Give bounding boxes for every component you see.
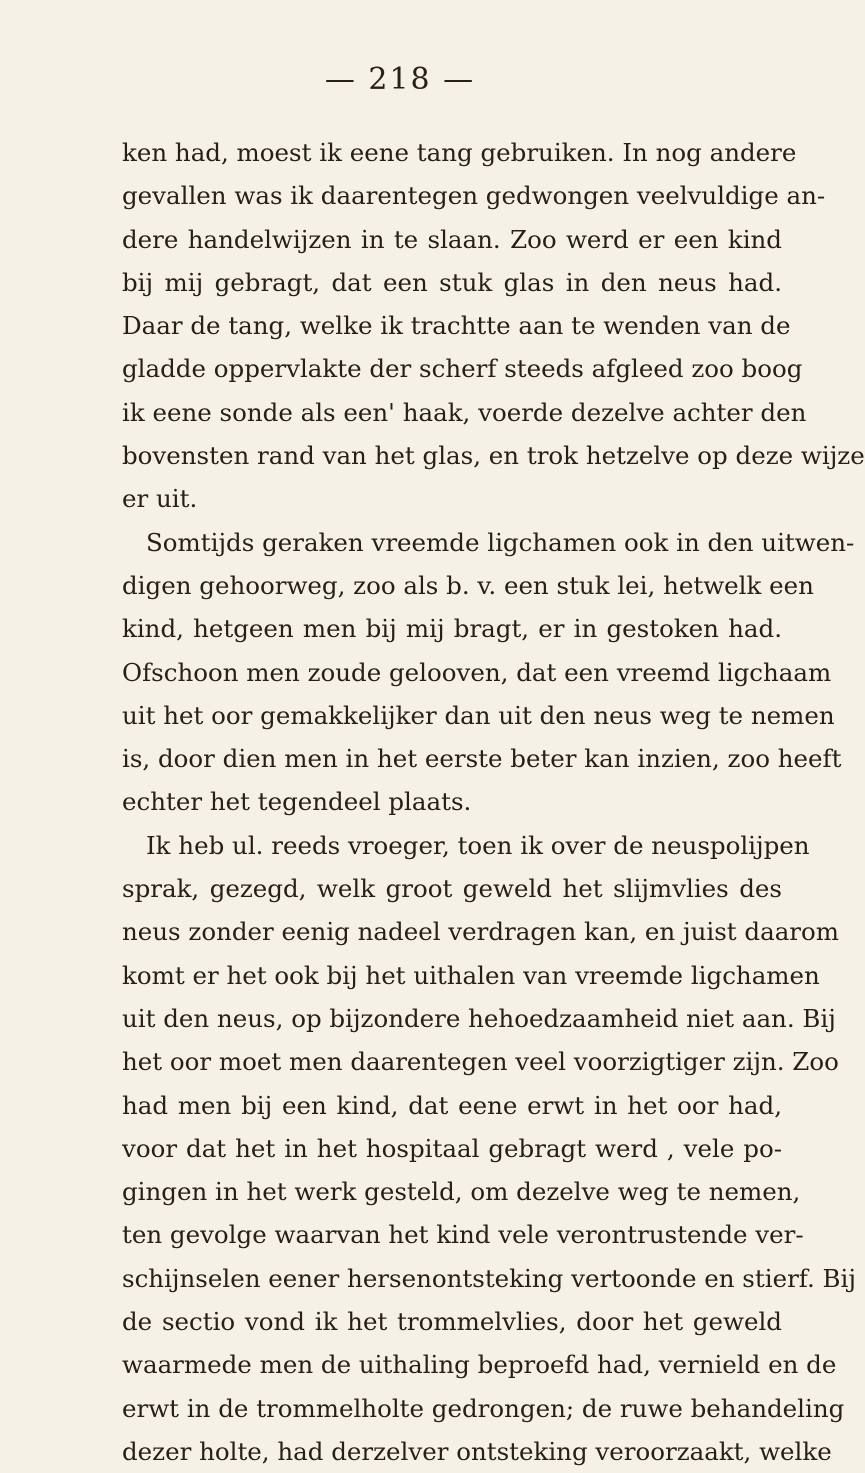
text-line: waarmede men de uithaling beproefd had, vernield en de	[122, 1350, 837, 1380]
text-line: dere handelwijzen in te slaan. Zoo werd er een kind	[122, 224, 782, 254]
text-line: gevallen was ik daarentegen gedwongen veelvuldige an-	[122, 181, 826, 211]
text-line: echter het tegendeel plaats.	[122, 787, 472, 817]
text-line: had men bij een kind, dat eene erwt in het oor had,	[122, 1090, 782, 1120]
text-line: uit den neus, op bijzondere hehoedzaamheid niet aan. Bij	[122, 1003, 836, 1033]
text-line: de sectio vond ik het trommelvlies, door het geweld	[122, 1307, 782, 1337]
text-line: schijnselen eener hersenontsteking vertoonde en stierf. Bij	[122, 1263, 856, 1293]
text-line: Somtijds geraken vreemde ligchamen ook in den uitwen-	[146, 527, 855, 557]
text-line: ten gevolge waarvan het kind vele verontrustende ver-	[122, 1220, 804, 1250]
text-line: Ofschoon men zoude gelooven, dat een vreemd ligchaam	[122, 657, 832, 687]
text-line: neus zonder eenig nadeel verdragen kan, en juist daarom	[122, 917, 839, 947]
text-line: gladde oppervlakte der scherf steeds afgleed zoo boog	[122, 354, 803, 384]
text-line: er uit.	[122, 484, 198, 514]
text-line: gingen in het werk gesteld, om dezelve weg te nemen,	[122, 1177, 801, 1207]
text-line: digen gehoorweg, zoo als b. v. een stuk lei, hetwelk een	[122, 570, 814, 600]
body-text	[122, 131, 865, 1473]
text-line: ik eene sonde als een' haak, voerde dezelve achter den	[122, 397, 807, 427]
text-line: Daar de tang, welke ik trachtte aan te wenden van de	[122, 311, 791, 341]
text-line: bovensten rand van het glas, en trok hetzelve op deze wijze	[122, 441, 865, 471]
page-number: — 218 —	[324, 62, 476, 97]
text-line: kind, hetgeen men bij mij bragt, er in gestoken had.	[122, 614, 782, 644]
text-line: dezer holte, had derzelver ontsteking veroorzaakt, welke	[122, 1436, 832, 1466]
text-line: uit het oor gemakkelijker dan uit den neus weg te nemen	[122, 700, 835, 730]
text-line: ken had, moest ik eene tang gebruiken. In nog andere	[122, 138, 797, 167]
text-line: komt er het ook bij het uithalen van vreemde ligchamen	[122, 960, 820, 990]
text-line: erwt in de trommelholte gedrongen; de ruwe behandeling	[122, 1393, 845, 1423]
text-line: Ik heb ul. reeds vroeger, toen ik over de neuspolijpen	[146, 830, 810, 860]
text-line: is, door dien men in het eerste beter kan inzien, zoo heeft	[122, 744, 842, 774]
text-line: sprak, gezegd, welk groot geweld het slijmvlies des	[122, 874, 782, 904]
text-line: het oor moet men daarentegen veel voorzigtiger zijn. Zoo	[122, 1047, 839, 1077]
text-line: voor dat het in het hospitaal gebragt werd , vele po-	[122, 1133, 782, 1163]
text-line: bij mij gebragt, dat een stuk glas in den neus had.	[122, 267, 782, 297]
